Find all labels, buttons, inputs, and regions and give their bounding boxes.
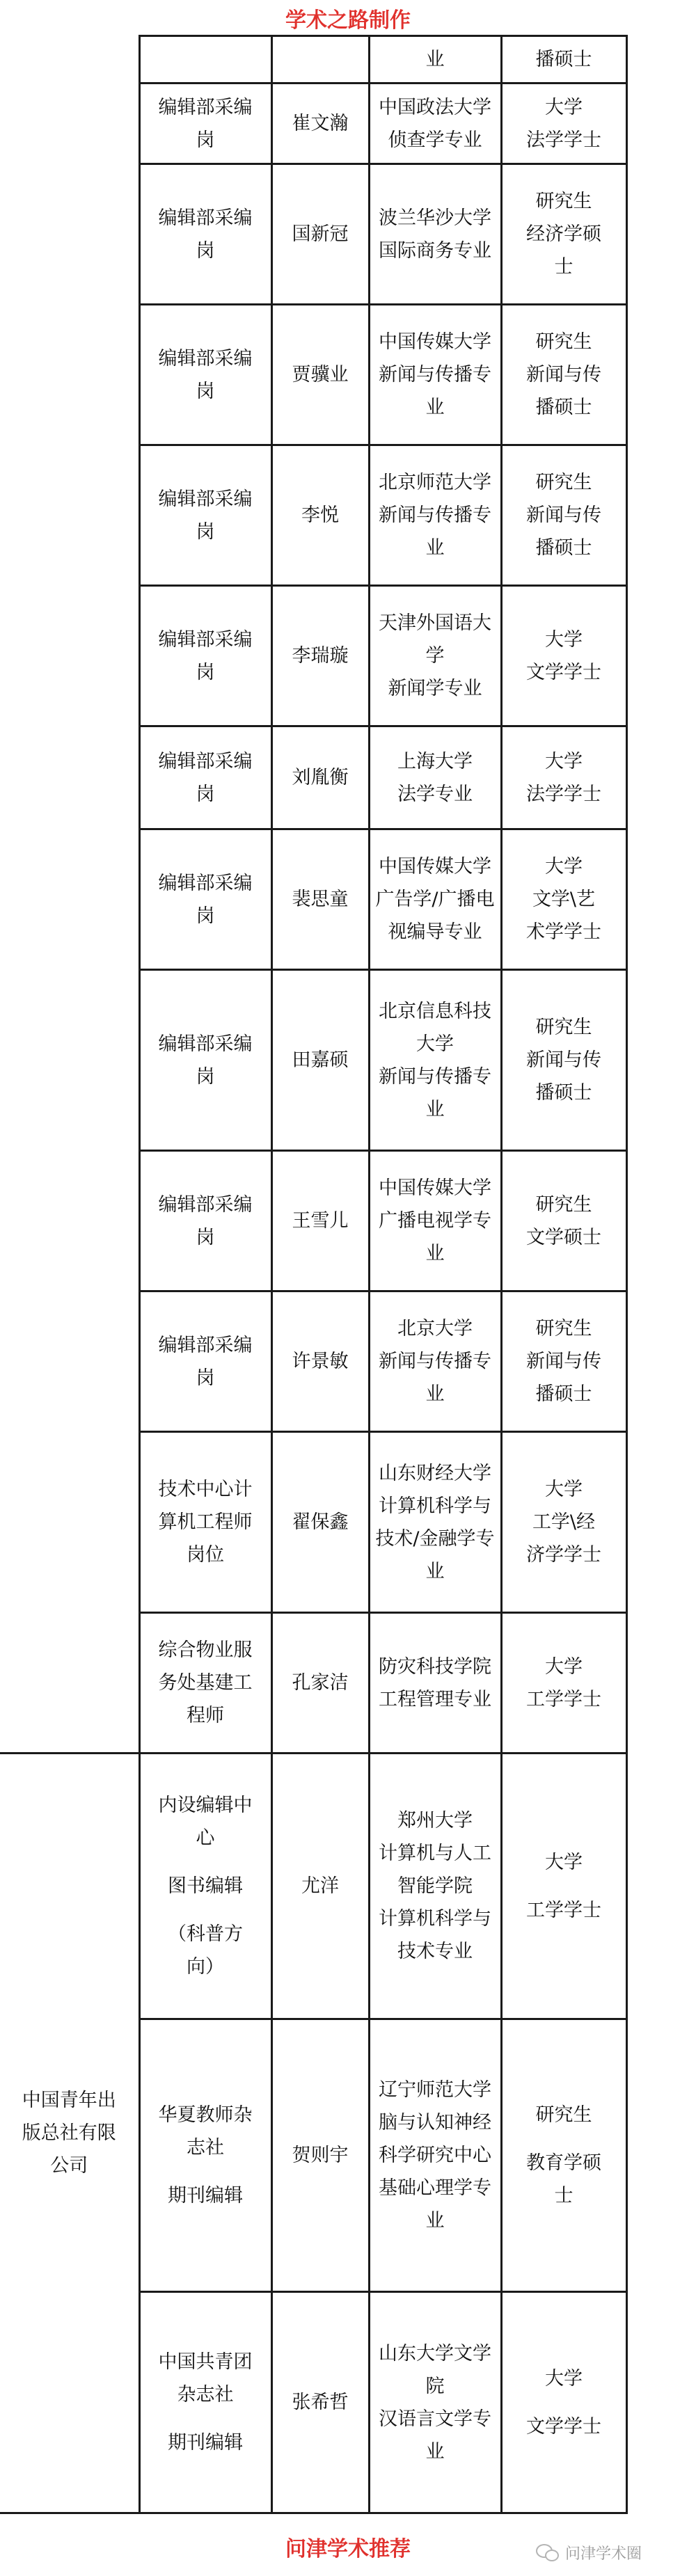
position-cell [139,1151,271,1291]
degree-cell-line: 研究生 [535,1318,592,1339]
watermark [536,2538,689,2566]
school-cell-line: 大学 [416,1033,454,1055]
degree-cell [501,586,626,726]
degree-cell-line: 大学 [545,750,583,772]
school-cell [369,1151,501,1291]
school-cell-line: 新闻与传播专 [379,1065,491,1088]
degree-cell-line: 研究生 [535,472,592,493]
school-cell-line: 北京师范大学 [379,472,491,493]
position-cell [139,305,271,445]
school-cell-line: 业 [425,397,445,418]
degree-cell-line: 研究生 [535,2104,592,2126]
degree-cell-line: 新闻与传 [526,1351,601,1372]
position-cell [139,1291,271,1432]
school-cell-line: 新闻学专业 [388,678,482,699]
school-cell-line: 广播电视学专 [379,1210,491,1232]
degree-cell-line: 大学 [545,1655,583,1678]
school-cell-line: 计算机科学与 [379,1495,491,1517]
position-cell [139,164,271,305]
position-cell-line: 编辑部采编 [158,1193,253,1216]
school-cell-line: 学 [425,645,445,667]
name-cell: 孔家洁 [271,1613,369,1754]
degree-cell-line: 大学 [545,2367,583,2390]
organization-cell-line: 中国青年出 [22,2090,116,2111]
degree-cell-line: 文学学士 [526,661,601,683]
position-cell-line: 编辑部采编 [158,750,253,772]
degree-cell-line: 士 [554,256,574,278]
degree-cell-line: 大学 [545,856,583,877]
school-cell-line: 业 [425,1243,445,1264]
position-cell-line: 岗 [196,520,215,543]
school-cell [369,586,501,726]
school-cell-line: 山东财经大学 [379,1462,491,1484]
degree-cell-line: 播硕士 [535,1082,592,1104]
school-cell-line: 视编导专业 [388,921,482,943]
degree-cell [501,1432,626,1613]
position-cell-line: 编辑部采编 [158,347,253,369]
name-cell: 尤洋 [271,1754,369,2019]
position-cell-line: 岗 [196,129,215,151]
position-cell-line: 华夏教师杂 [158,2104,253,2126]
position-cell-line: 编辑部采编 [158,1033,253,1055]
school-cell [369,305,501,445]
position-cell-line: 向） [187,1956,224,1978]
school-cell-line: 防灾科技学院 [379,1655,491,1678]
footer-title: 问津学术推荐 [285,2537,411,2561]
position-cell [139,1613,271,1754]
degree-cell-line: 播硕士 [535,49,592,70]
degree-cell [501,445,626,586]
school-cell-line: 计算机与人工 [379,1843,491,1864]
degree-cell [501,36,626,84]
name-cell: 许景敏 [271,1291,369,1432]
degree-cell-line: 新闻与传 [526,504,601,526]
position-cell-line: 图书编辑 [168,1875,243,1897]
position-cell-line: 岗 [196,1065,215,1088]
school-cell [369,1291,501,1432]
name-cell: 王雪儿 [271,1151,369,1291]
position-cell-line: 中国共青团 [158,2351,253,2373]
degree-cell [501,2019,626,2292]
school-cell-line: 基础心理学专 [379,2177,491,2199]
school-cell-line: 北京信息科技 [379,1000,491,1022]
degree-cell-line: 大学 [545,96,583,118]
school-cell-line: 北京大学 [397,1318,473,1339]
position-cell-line: 技术中心计 [158,1479,253,1500]
degree-cell-line: 士 [554,2185,574,2207]
position-cell-line: 岗 [196,239,215,262]
name-cell: 李悦 [271,445,369,586]
degree-cell-line: 术学学士 [526,921,601,943]
school-cell-line: 业 [425,2210,445,2232]
position-cell-line: 算机工程师 [158,1511,253,1533]
degree-cell [501,1613,626,1754]
school-cell-line: 技术/金融学专 [375,1527,495,1550]
position-cell-line: 编辑部采编 [158,872,253,894]
table-body [0,36,626,2513]
position-cell [139,2019,271,2292]
school-cell-line: 上海大学 [397,750,473,772]
organization-cell-line: 版总社有限 [22,2122,116,2144]
school-cell-line: 业 [425,49,445,70]
school-cell-line: 中国政法大学 [379,96,491,118]
degree-cell-line: 大学 [545,1851,583,1873]
school-cell-line: 法学专业 [397,783,473,805]
school-cell-line: 广告学/广播电 [375,889,495,910]
school-cell-line: 业 [425,1383,445,1405]
school-cell-line: 侦查学专业 [388,129,482,151]
school-cell-line: 新闻与传播专 [379,364,491,385]
position-cell-line: 期刊编辑 [168,2185,243,2207]
school-cell-line: 工程管理专业 [379,1688,491,1710]
position-cell [139,1754,271,2019]
position-cell-line: 编辑部采编 [158,628,253,651]
degree-cell-line: 文学硕士 [526,1226,601,1248]
degree-cell [501,726,626,829]
school-cell-line: 智能学院 [397,1875,473,1897]
table-row [0,36,626,84]
position-cell-line: 编辑部采编 [158,488,253,510]
degree-cell-line: 工学学士 [526,1899,601,1921]
degree-cell [501,829,626,970]
degree-cell-line: 新闻与传 [526,1049,601,1071]
degree-cell-line: 法学学士 [526,129,601,151]
degree-cell-line: 研究生 [535,1017,592,1038]
degree-cell-line: 大学 [545,1479,583,1500]
name-cell [271,36,369,84]
school-cell-line: 计算机科学与 [379,1908,491,1930]
header-title: 学术之路制作 [285,8,411,33]
school-cell [369,1754,501,2019]
name-cell: 裴思童 [271,829,369,970]
position-cell-line: 编辑部采编 [158,207,253,229]
organization-cell-line: 公司 [50,2155,88,2177]
position-cell-line: 志社 [187,2137,224,2158]
school-cell-line: 业 [425,1560,445,1582]
table-row [0,1754,626,2019]
school-cell [369,164,501,305]
school-cell-line: 中国传媒大学 [379,856,491,877]
degree-cell [501,970,626,1151]
school-cell [369,2019,501,2292]
watermark-text: 问津学术圈 [565,2545,642,2563]
degree-cell-line: 研究生 [535,1193,592,1216]
name-cell: 崔文瀚 [271,84,369,164]
position-cell-line: 岗 [196,1226,215,1248]
school-cell-line: 国际商务专业 [379,239,491,262]
position-cell-line: 编辑部采编 [158,96,253,118]
school-cell-line: 业 [425,537,445,559]
school-cell [369,36,501,84]
school-cell-line: 中国传媒大学 [379,1177,491,1199]
recruitment-table [0,35,628,2514]
position-cell-line: 岗 [196,661,215,683]
position-cell [139,445,271,586]
degree-cell-line: 文学学士 [526,2415,601,2438]
school-cell-line: 波兰华沙大学 [379,207,491,229]
position-cell [139,2292,271,2513]
school-cell [369,1613,501,1754]
position-cell-line: 务处基建工 [158,1672,253,1694]
school-cell [369,970,501,1151]
school-cell-line: 辽宁师范大学 [379,2079,491,2101]
degree-cell [501,84,626,164]
school-cell-line: 科学研究中心 [379,2145,491,2166]
organization-cell [0,1754,139,2513]
position-cell-line: 心 [196,1827,215,1849]
position-cell-line: 岗位 [187,1544,224,1566]
position-cell-line: 内设编辑中 [158,1795,253,1816]
name-cell: 翟保鑫 [271,1432,369,1613]
school-cell-line: 天津外国语大 [379,612,491,634]
degree-cell-line: 播硕士 [535,397,592,418]
name-cell: 李瑞璇 [271,586,369,726]
position-cell [139,726,271,829]
name-cell: 田嘉硕 [271,970,369,1151]
school-cell-line: 院 [425,2375,445,2397]
degree-cell-line: 研究生 [535,191,592,212]
degree-cell-line: 工学学士 [526,1688,601,1710]
position-cell-line: 岗 [196,1367,215,1389]
position-cell [139,36,271,84]
school-cell [369,445,501,586]
position-cell-line: 岗 [196,380,215,402]
degree-cell-line: 工学\经 [532,1511,596,1533]
position-cell-line: 岗 [196,905,215,927]
school-cell-line: 新闻与传播专 [379,504,491,526]
degree-cell-line: 济学学士 [526,1544,601,1566]
name-cell: 贺则宇 [271,2019,369,2292]
position-cell [139,1432,271,1613]
degree-cell [501,2292,626,2513]
degree-cell-line: 研究生 [535,331,592,353]
position-cell-line: （科普方 [168,1923,243,1945]
school-cell-line: 业 [425,2440,445,2463]
degree-cell-line: 经济学硕 [526,223,601,245]
school-cell-line: 中国传媒大学 [379,331,491,353]
school-cell [369,726,501,829]
school-cell-line: 脑与认知神经 [379,2112,491,2133]
wechat-icon [536,2542,560,2563]
school-cell-line: 技术专业 [397,1941,473,1962]
degree-cell [501,1151,626,1291]
degree-cell-line: 法学学士 [526,783,601,805]
position-cell-line: 期刊编辑 [168,2432,243,2454]
degree-cell-line: 大学 [545,628,583,651]
position-cell [139,84,271,164]
position-cell-line: 岗 [196,783,215,805]
degree-cell-line: 新闻与传 [526,364,601,385]
organization-cell [0,36,139,1754]
position-cell-line: 程师 [187,1705,224,1726]
position-cell [139,970,271,1151]
position-cell [139,829,271,970]
school-cell-line: 汉语言文学专 [379,2408,491,2430]
position-cell-line: 综合物业服 [158,1639,253,1661]
name-cell: 国新冠 [271,164,369,305]
school-cell-line: 业 [425,1098,445,1120]
school-cell [369,829,501,970]
position-cell-line: 编辑部采编 [158,1334,253,1356]
school-cell-line: 新闻与传播专 [379,1351,491,1372]
school-cell-line: 郑州大学 [397,1810,473,1831]
school-cell [369,84,501,164]
degree-cell [501,1754,626,2019]
degree-cell [501,1291,626,1432]
name-cell: 张希哲 [271,2292,369,2513]
name-cell: 贾骥业 [271,305,369,445]
position-cell [139,586,271,726]
degree-cell-line: 播硕士 [535,537,592,559]
degree-cell-line: 播硕士 [535,1383,592,1405]
school-cell-line: 山东大学文学 [379,2342,491,2364]
degree-cell-line: 文学\艺 [532,889,596,910]
degree-cell [501,164,626,305]
name-cell: 刘胤衡 [271,726,369,829]
degree-cell-line: 教育学硕 [526,2152,601,2174]
school-cell [369,2292,501,2513]
position-cell-line: 杂志社 [177,2384,234,2406]
school-cell [369,1432,501,1613]
degree-cell [501,305,626,445]
